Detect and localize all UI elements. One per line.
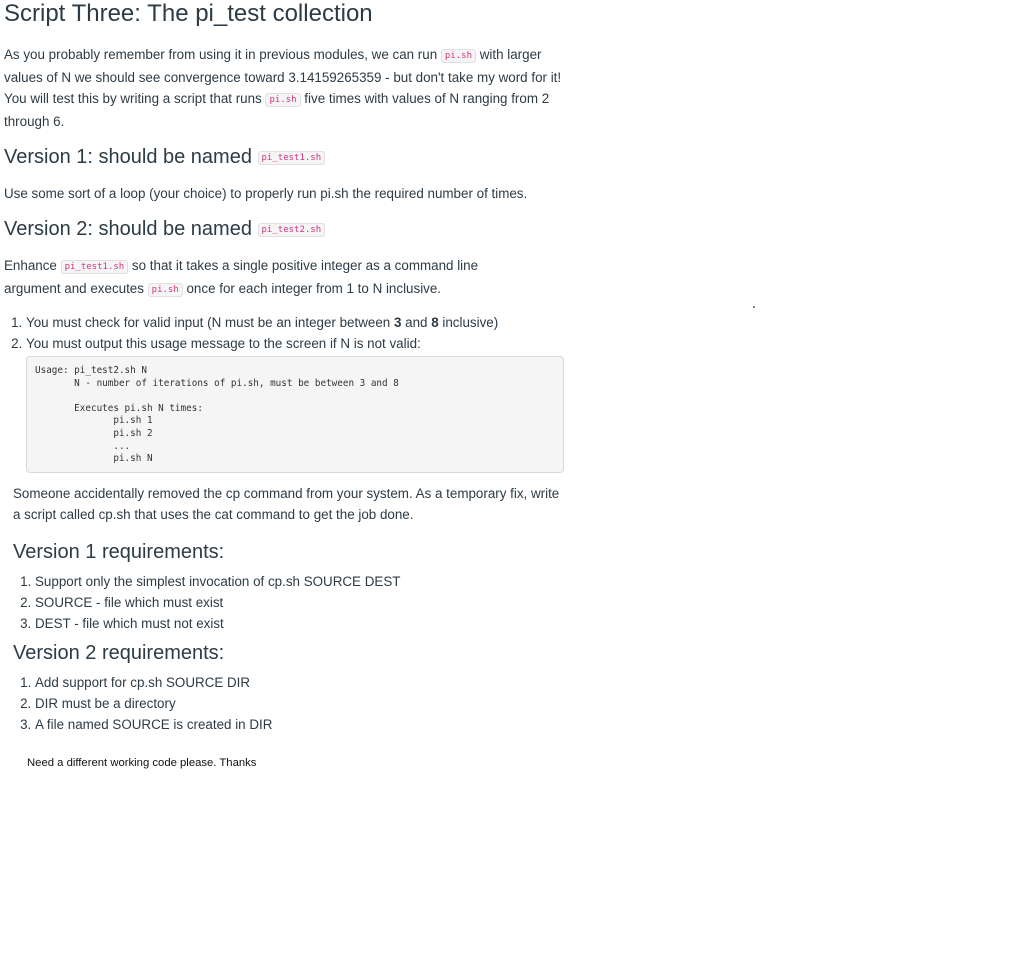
cp-version2-list xyxy=(13,672,564,735)
list-item: 1. Add support for cp.sh SOURCE DIR xyxy=(35,672,564,693)
version2-heading: Version 2: should be named pi_test2.sh xyxy=(4,216,564,243)
cp-intro: Someone accidentally removed the cp command from your system. As a temporary fix, write a script called cp.sh that uses the cat command to get the job done. xyxy=(13,485,560,522)
cp-version2-heading: Version 2 requirements: xyxy=(13,641,225,664)
cp-version1-list xyxy=(13,571,564,634)
version1-text: Use some sort of a loop (your choice) to properly run pi.sh the required number of times. xyxy=(4,186,528,201)
list-item: 3. A file named SOURCE is created in DIR xyxy=(35,714,564,735)
version2-paragraph: Enhance pi_test1.sh so that it takes a single positive integer as a command line argument and executes pi.sh once for each integer from 1 to N inclusive. xyxy=(4,258,479,296)
list-item: 3. DEST - file which must not exist xyxy=(35,613,564,634)
inline-code: pi_test2.sh xyxy=(258,223,326,237)
list-item: 2. You must output this usage message to the screen if N is not valid: xyxy=(26,333,564,354)
usage-code-block: Usage: pi_test2.sh N N - number of iterations of pi.sh, must be between 3 and 8 Executes pi.sh N times: pi.sh 1 pi.sh 2 ... pi.sh N xyxy=(26,356,564,473)
inline-code: pi.sh xyxy=(148,283,183,297)
list-item: 2. SOURCE - file which must exist xyxy=(35,592,564,613)
inline-code: pi.sh xyxy=(441,49,476,63)
list-item: 1. Support only the simplest invocation of cp.sh SOURCE DEST xyxy=(35,571,564,592)
document xyxy=(4,0,564,774)
version2-list xyxy=(4,312,564,354)
user-note: Need a different working code please. Thanks xyxy=(27,756,257,769)
stray-dot xyxy=(753,306,755,308)
list-item: 1. You must check for valid input (N must be an integer between 3 and 8 inclusive) xyxy=(26,312,564,333)
cp-version1-heading: Version 1 requirements: xyxy=(13,540,225,563)
list-item: 2. DIR must be a directory xyxy=(35,693,564,714)
version1-heading: Version 1: should be named pi_test1.sh xyxy=(4,144,564,171)
intro-paragraph: As you probably remember from using it in previous modules, we can run pi.sh with larger values of N we should see convergence toward 3.14159265359 - but don't take my word for it! You will test this by writing a script that runs pi.sh five times with values of N ranging from 2 through 6. xyxy=(4,47,562,129)
inline-code: pi_test1.sh xyxy=(258,151,326,165)
page-title: Script Three: The pi_test collection xyxy=(4,0,373,27)
inline-code: pi_test1.sh xyxy=(61,260,129,274)
inline-code: pi.sh xyxy=(265,93,300,107)
